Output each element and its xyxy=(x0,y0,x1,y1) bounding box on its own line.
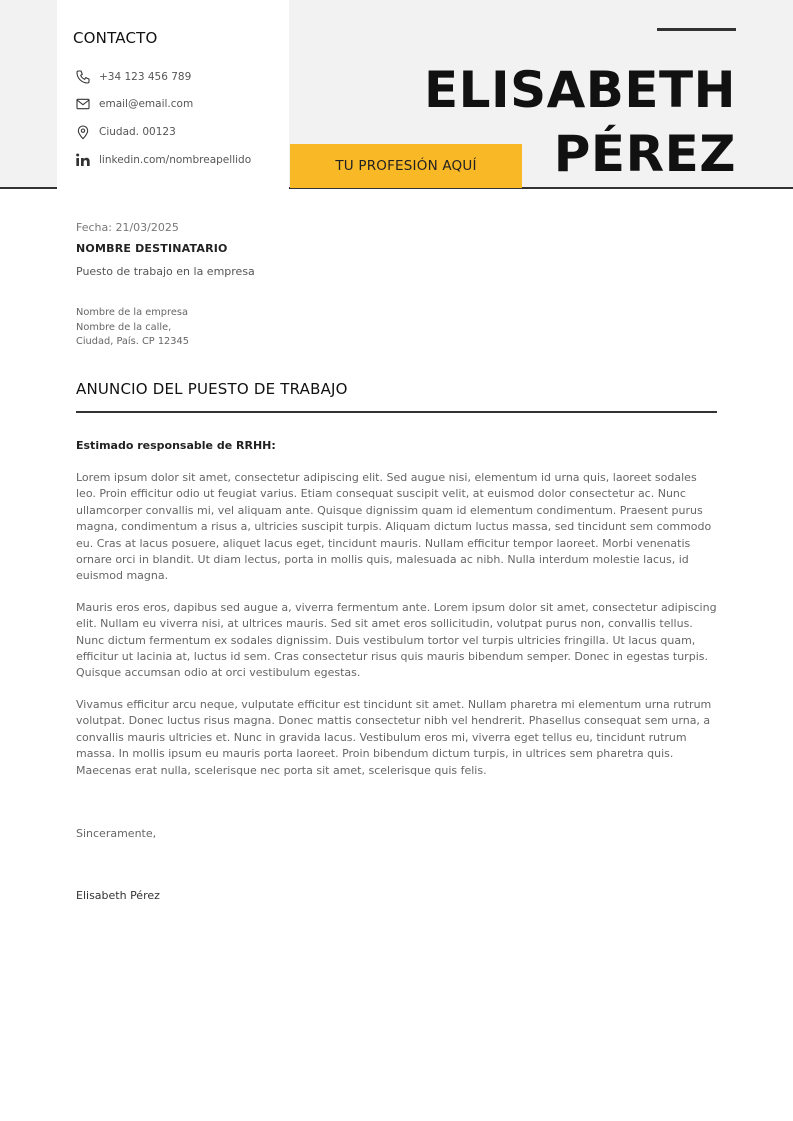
name-accent-rule xyxy=(657,28,736,31)
contact-phone-text: +34 123 456 789 xyxy=(99,71,192,83)
job-title: ANUNCIO DEL PUESTO DE TRABAJO xyxy=(76,380,348,398)
contact-phone xyxy=(74,68,191,86)
phone-icon xyxy=(74,69,91,86)
contact-location-text: Ciudad. 00123 xyxy=(99,126,176,138)
contact-linkedin-text: linkedin.com/nombreapellido xyxy=(99,154,252,166)
address-line: Ciudad, País. CP 12345 xyxy=(76,336,189,347)
linkedin-icon xyxy=(74,152,91,169)
body-paragraph: Mauris eros eros, dapibus sed augue a, viverra fermentum ante. Lorem ipsum dolor sit amet, consectetur adipiscing elit. Nullam eu viverra nisi, at ultrices mauris. Sed sit amet eros sollicitudin, volutpat purus non, convallis tellus. Nunc dictum fermentum ex sodales dignissim. Duis vestibulum tortor vel turpis ultricies fringilla. Ut lacus quam, efficitur ut lacinia at, luctus id sem. Cras consectetur risus quis mauris bibendum semper. Donec in egestas turpis. Quisque accumsan odio at orci vestibulum egestas. xyxy=(76,600,717,680)
letter-closing: Sinceramente, xyxy=(76,827,157,840)
recipient-position: Puesto de trabajo en la empresa xyxy=(76,265,255,278)
contact-email xyxy=(74,95,193,113)
recipient-name: NOMBRE DESTINATARIO xyxy=(76,242,228,255)
body-paragraph: Vivamus efficitur arcu neque, vulputate efficitur est tincidunt sit amet. Nullam pharetra mi elementum urna rutrum volutpat. Donec luctus risus magna. Donec mattis consectetur nibh vel hendrerit. Phasellus consequat sem urna, a convallis mauris ultricies et. Nunc in gravida lacus. Vestibulum eros mi, viverra eget tellus eu, tincidunt rutrum massa. In mollis ipsum eu mauris porta laoreet. Proin bibendum dictum turpis, in ultrices sem pharetra quis. Maecenas erat nulla, scelerisque nec porta sit amet, scelerisque quis felis. xyxy=(76,697,712,777)
body-paragraph: Lorem ipsum dolor sit amet, consectetur adipiscing elit. Sed augue nisi, elementum id urna quis, laoreet sodales leo. Proin efficitur odio ut feugiat varius. Etiam consequat suscipit velit, at euismod dolor consectetur ac. Nunc ullamcorper convallis mi, vel aliquam ante. Quisque dignissim quam id elementum condimentum. Praesent purus magna, condimentum a risus a, ultricies suscipit turpis. Aliquam dictum luctus massa, sed tincidunt sem commodo eu. Cras at lacus posuere, aliquet lacus eget, tincidunt mauris. Nullam efficitur tempor laoreet. Morbi venenatis ornare orci in blandit. Ut diam lectus, porta in mollis quis, malesuada ac nibh. Nulla interdum molestie lacus, id euismod magna. xyxy=(76,471,712,583)
job-title-divider xyxy=(76,411,717,413)
letter-signature: Elisabeth Pérez xyxy=(76,889,160,902)
contact-linkedin xyxy=(74,151,251,169)
envelope-icon xyxy=(74,96,91,113)
contact-email-text: email@email.com xyxy=(99,98,194,110)
letter-body xyxy=(76,470,717,794)
letter-date: Fecha: 21/03/2025 xyxy=(76,221,179,234)
location-pin-icon xyxy=(74,124,91,141)
address-line: Nombre de la empresa xyxy=(76,307,188,318)
address-line: Nombre de la calle, xyxy=(76,321,172,333)
letter-greeting: Estimado responsable de RRHH: xyxy=(76,439,276,452)
company-address xyxy=(76,306,189,350)
name-last: PÉREZ xyxy=(553,125,736,183)
name-first: ELISABETH xyxy=(423,61,736,119)
contact-title: CONTACTO xyxy=(73,29,158,47)
contact-panel xyxy=(57,0,289,190)
contact-location xyxy=(74,123,176,141)
profession-badge: TU PROFESIÓN AQUÍ xyxy=(290,144,522,188)
